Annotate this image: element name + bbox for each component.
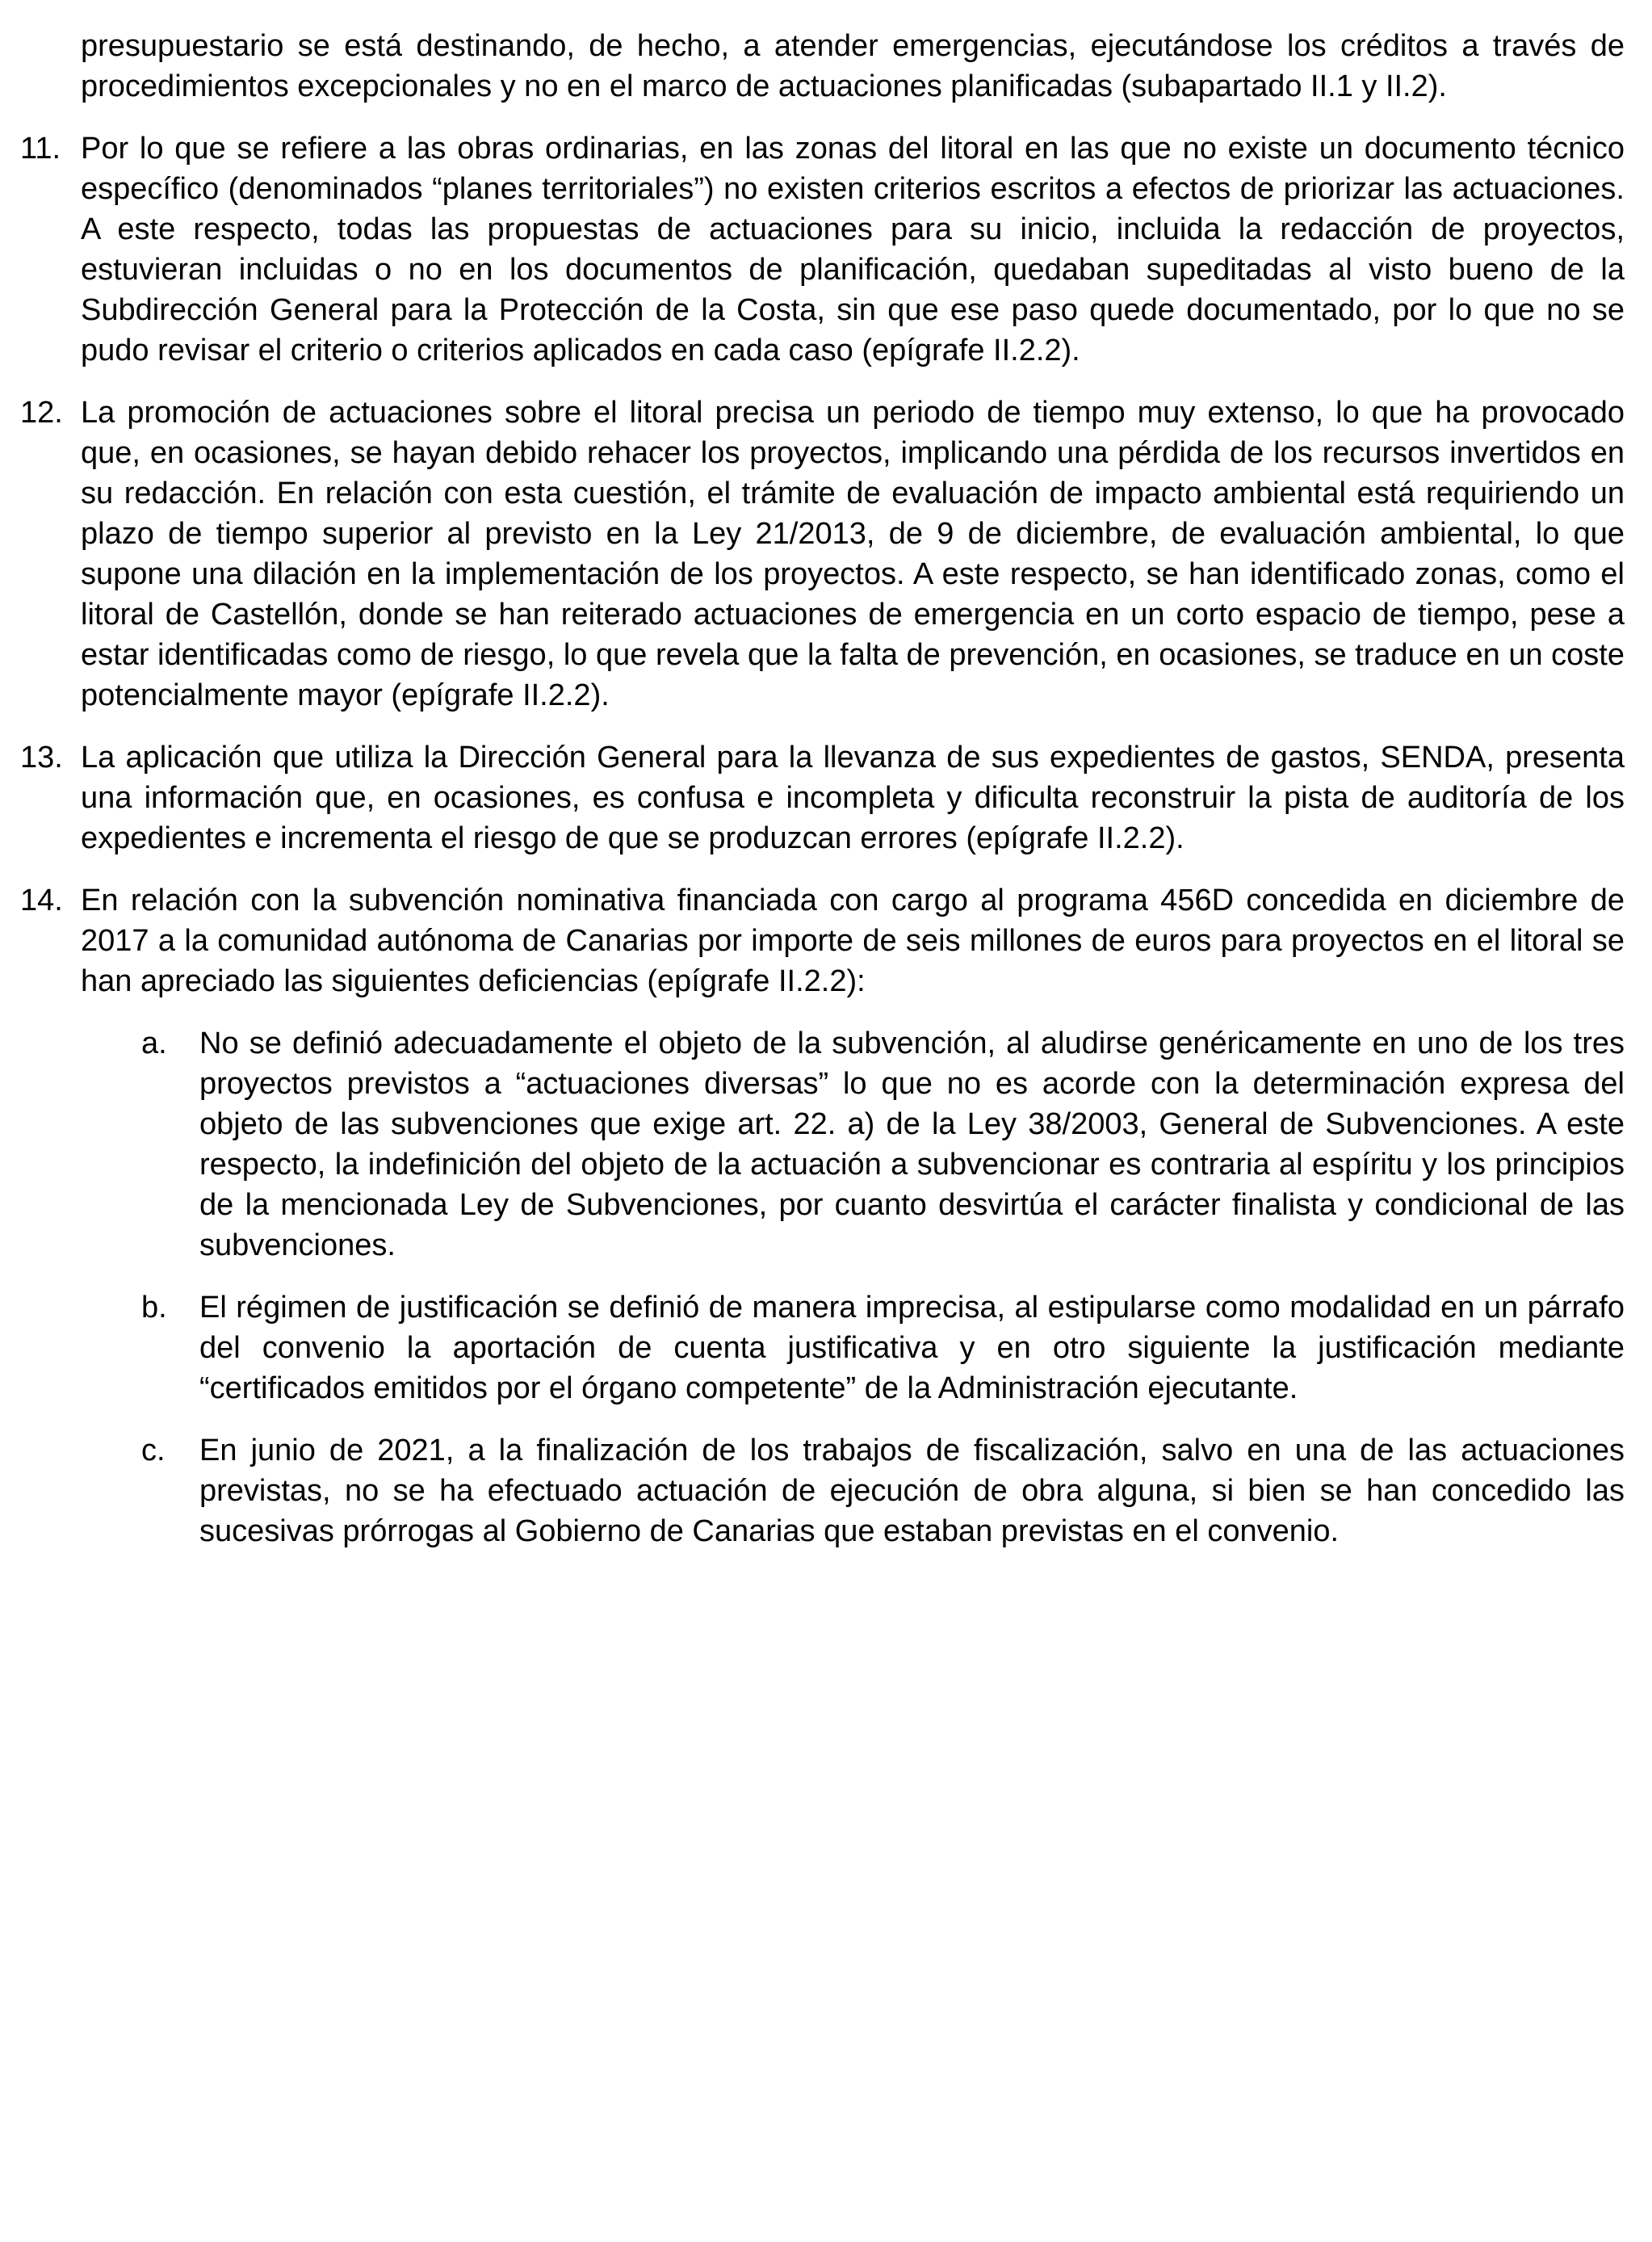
item-number-14: 14.: [20, 884, 63, 917]
sub-item-letter-c: c.: [141, 1434, 166, 1467]
list-item-13: [20, 737, 1625, 859]
list-item-11: [20, 128, 1625, 371]
sub-item-b: [141, 1287, 1625, 1409]
item-text-13: La aplicación que utiliza la Dirección General para la llevanza de sus expedientes de gastos, SENDA, presenta una información que, en ocasiones, es confusa e incompleta y dificulta reconstruir la pista de auditoría de los expedientes e incrementa el riesgo de que se produzcan errores (epígrafe II.2.2).: [81, 741, 1625, 855]
sub-item-text-c: En junio de 2021, a la finalización de los trabajos de fiscalización, salvo en una de las actuaciones previstas, no se ha efectuado actuación de ejecución de obra alguna, si bien se han concedido las sucesivas prórrogas al Gobierno de Canarias que estaban previstas en el convenio.: [199, 1434, 1625, 1548]
sub-item-text-b: El régimen de justificación se definió de manera imprecisa, al estipularse como modalidad en un párrafo del convenio la aportación de cuenta justificativa y en otro siguiente la justificación mediante “certificados emitidos por el órgano competente” de la Administración ejecutante.: [199, 1291, 1625, 1405]
item-number-11: 11.: [20, 132, 61, 166]
paragraph-continuation: presupuestario se está destinando, de hecho, a atender emergencias, ejecutándose los créditos a través de procedimientos excepcionales y no en el marco de actuaciones planificadas (subapartado II.1 y II.2).: [81, 29, 1625, 103]
item-number-13: 13.: [20, 741, 63, 775]
list-item-12: [20, 393, 1625, 716]
sub-item-letter-a: a.: [141, 1027, 167, 1060]
sub-item-c: [141, 1430, 1625, 1551]
item-number-12: 12.: [20, 396, 63, 430]
item-text-14: En relación con la subvención nominativa financiada con cargo al programa 456D concedida en diciembre de 2017 a la comunidad autónoma de Canarias por importe de seis millones de euros para proyectos en el litoral se han apreciado las siguientes deficiencias (epígrafe II.2.2):: [81, 884, 1625, 998]
item-text-12: La promoción de actuaciones sobre el litoral precisa un periodo de tiempo muy extenso, lo que ha provocado que, en ocasiones, se hayan debido rehacer los proyectos, implicando una pérdida de los recursos invertidos en su redacción. En relación con esta cuestión, el trámite de evaluación de impacto ambiental está requiriendo un plazo de tiempo superior al previsto en la Ley 21/2013, de 9 de diciembre, de evaluación ambiental, lo que supone una dilación en la implementación de los proyectos. A este respecto, se han identificado zonas, como el litoral de Castellón, donde se han reiterado actuaciones de emergencia en un corto espacio de tiempo, pese a estar identificadas como de riesgo, lo que revela que la falta de prevención, en ocasiones, se traduce en un coste potencialmente mayor (epígrafe II.2.2).: [81, 396, 1625, 712]
list-item-14: [20, 880, 1625, 1001]
sub-item-text-a: No se definió adecuadamente el objeto de la subvención, al aludirse genéricamente en uno de los tres proyectos previstos a “actuaciones diversas” lo que no es acorde con la determinación expresa del objeto de las subvenciones que exige art. 22. a) de la Ley 38/2003, General de Subvenciones. A este respecto, la indefinición del objeto de la actuación a subvencionar es contraria al espíritu y los principios de la mencionada Ley de Subvenciones, por cuanto desvirtúa el carácter finalista y condicional de las subvenciones.: [199, 1027, 1625, 1262]
sub-item-a: [141, 1023, 1625, 1266]
sub-item-letter-b: b.: [141, 1291, 167, 1325]
item-text-11: Por lo que se refiere a las obras ordinarias, en las zonas del litoral en las que no existe un documento técnico específico (denominados “planes territoriales”) no existen criterios escritos a efectos de priorizar las actuaciones. A este respecto, todas las propuestas de actuaciones para su inicio, incluida la redacción de proyectos, estuvieran incluidas o no en los documentos de planificación, quedaban supeditadas al visto bueno de la Subdirección General para la Protección de la Costa, sin que ese paso quede documentado, por lo que no se pudo revisar el criterio o criterios aplicados en cada caso (epígrafe II.2.2).: [81, 132, 1625, 367]
